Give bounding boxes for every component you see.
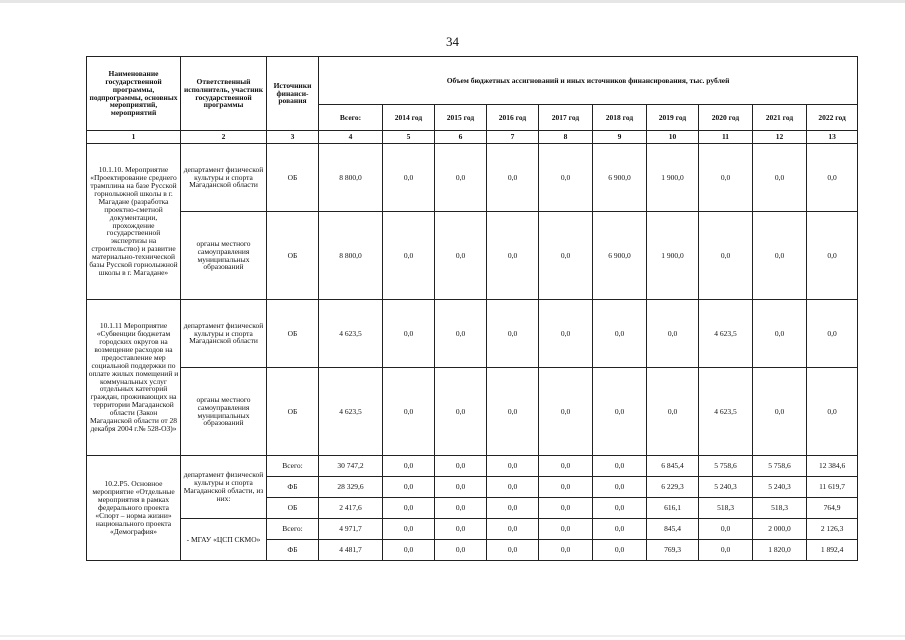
value-cell: 0,0 <box>593 456 647 477</box>
value-cell: 4 623,5 <box>699 300 753 368</box>
value-cell: 0,0 <box>383 212 435 300</box>
value-cell: 30 747,2 <box>319 456 383 477</box>
value-cell: 0,0 <box>593 540 647 561</box>
header-source: Источники финанси-рования <box>267 57 319 131</box>
value-cell: 518,3 <box>699 498 753 519</box>
value-cell: 518,3 <box>753 498 807 519</box>
value-cell: 1 820,0 <box>753 540 807 561</box>
header-year: 2018 год <box>593 105 647 131</box>
source-cell: ОБ <box>267 368 319 456</box>
header-year: 2014 год <box>383 105 435 131</box>
executor-cell: департамент физической культуры и спорта Магаданской области <box>181 144 267 212</box>
value-cell: 0,0 <box>539 498 593 519</box>
column-number: 4 <box>319 131 383 144</box>
table-row <box>87 456 858 477</box>
value-cell: 0,0 <box>753 144 807 212</box>
header-year: 2019 год <box>647 105 699 131</box>
value-cell: 0,0 <box>435 519 487 540</box>
value-cell: 0,0 <box>383 540 435 561</box>
value-cell: 0,0 <box>699 519 753 540</box>
column-number: 8 <box>539 131 593 144</box>
value-cell: 764,9 <box>807 498 858 519</box>
value-cell: 12 384,6 <box>807 456 858 477</box>
value-cell: 0,0 <box>539 519 593 540</box>
value-cell: 0,0 <box>383 498 435 519</box>
column-number: 9 <box>593 131 647 144</box>
value-cell: 0,0 <box>539 368 593 456</box>
source-cell: ОБ <box>267 498 319 519</box>
value-cell: 5 758,6 <box>753 456 807 477</box>
value-cell: 6 229,3 <box>647 477 699 498</box>
value-cell: 0,0 <box>383 456 435 477</box>
value-cell: 0,0 <box>753 368 807 456</box>
column-number: 13 <box>807 131 858 144</box>
value-cell: 0,0 <box>753 212 807 300</box>
value-cell: 0,0 <box>435 300 487 368</box>
value-cell: 0,0 <box>383 144 435 212</box>
value-cell: 4 481,7 <box>319 540 383 561</box>
value-cell: 0,0 <box>487 368 539 456</box>
value-cell: 0,0 <box>593 519 647 540</box>
value-cell: 0,0 <box>435 456 487 477</box>
value-cell: 0,0 <box>539 144 593 212</box>
value-cell: 0,0 <box>699 144 753 212</box>
column-number: 2 <box>181 131 267 144</box>
executor-cell: департамент физической культуры и спорта Магаданской области, из них: <box>181 456 267 519</box>
table-row <box>87 300 858 368</box>
value-cell: 0,0 <box>435 212 487 300</box>
executor-cell: департамент физической культуры и спорта Магаданской области <box>181 300 267 368</box>
value-cell: 1 892,4 <box>807 540 858 561</box>
value-cell: 0,0 <box>487 144 539 212</box>
header-total: Всего: <box>319 105 383 131</box>
table-row <box>87 212 858 300</box>
table-row <box>87 519 858 540</box>
value-cell: 0,0 <box>435 477 487 498</box>
table-row <box>87 144 858 212</box>
value-cell: 0,0 <box>539 456 593 477</box>
source-cell: ФБ <box>267 477 319 498</box>
value-cell: 0,0 <box>699 540 753 561</box>
value-cell: 769,3 <box>647 540 699 561</box>
value-cell: 6 845,4 <box>647 456 699 477</box>
scan-edge <box>0 635 905 637</box>
value-cell: 6 900,0 <box>593 144 647 212</box>
value-cell: 1 900,0 <box>647 144 699 212</box>
value-cell: 0,0 <box>487 498 539 519</box>
value-cell: 0,0 <box>647 300 699 368</box>
value-cell: 0,0 <box>539 300 593 368</box>
value-cell: 0,0 <box>539 477 593 498</box>
header-budget: Объем бюджетных ассигнований и иных источников финансирования, тыс. рублей <box>319 57 858 105</box>
value-cell: 616,1 <box>647 498 699 519</box>
value-cell: 0,0 <box>539 212 593 300</box>
value-cell: 8 800,0 <box>319 212 383 300</box>
value-cell: 2 000,0 <box>753 519 807 540</box>
executor-cell: - МГАУ «ЦСП СКМО» <box>181 519 267 561</box>
header-year: 2017 год <box>539 105 593 131</box>
value-cell: 5 758,6 <box>699 456 753 477</box>
column-number: 1 <box>87 131 181 144</box>
value-cell: 845,4 <box>647 519 699 540</box>
column-number: 7 <box>487 131 539 144</box>
value-cell: 0,0 <box>807 212 858 300</box>
header-year: 2016 год <box>487 105 539 131</box>
header-executor: Ответственный исполнитель, участник государственной программы <box>181 57 267 131</box>
value-cell: 1 900,0 <box>647 212 699 300</box>
activity-name: 10.1.10. Мероприятие «Проектирование среднего трамплина на базе Русской горнолыжной школы в г. Магадане (разработка проектно-сметной документации, прохождение государственной экспертизы на строительство) и развитие материально-технической базы Русской горнолыжной школы в г. Магадане» <box>87 144 181 300</box>
source-cell: Всего: <box>267 519 319 540</box>
value-cell: 28 329,6 <box>319 477 383 498</box>
value-cell: 0,0 <box>699 212 753 300</box>
value-cell: 2 126,3 <box>807 519 858 540</box>
value-cell: 2 417,6 <box>319 498 383 519</box>
value-cell: 11 619,7 <box>807 477 858 498</box>
source-cell: Всего: <box>267 456 319 477</box>
value-cell: 0,0 <box>487 477 539 498</box>
activity-name: 10.2.Р5. Основное мероприятие «Отдельные мероприятия в рамках федерального проекта «Спорт – норма жизни» национального проекта «Демография» <box>87 456 181 561</box>
value-cell: 0,0 <box>487 300 539 368</box>
column-number: 10 <box>647 131 699 144</box>
budget-table <box>86 56 858 561</box>
source-cell: ОБ <box>267 212 319 300</box>
value-cell: 4 971,7 <box>319 519 383 540</box>
header-year: 2021 год <box>753 105 807 131</box>
column-number: 6 <box>435 131 487 144</box>
value-cell: 0,0 <box>383 368 435 456</box>
value-cell: 0,0 <box>487 456 539 477</box>
value-cell: 0,0 <box>753 300 807 368</box>
value-cell: 0,0 <box>539 540 593 561</box>
table-row <box>87 368 858 456</box>
column-number: 5 <box>383 131 435 144</box>
value-cell: 0,0 <box>807 144 858 212</box>
value-cell: 4 623,5 <box>319 368 383 456</box>
value-cell: 0,0 <box>487 212 539 300</box>
source-cell: ОБ <box>267 300 319 368</box>
value-cell: 0,0 <box>593 368 647 456</box>
value-cell: 0,0 <box>807 300 858 368</box>
value-cell: 0,0 <box>435 540 487 561</box>
value-cell: 0,0 <box>593 498 647 519</box>
source-cell: ОБ <box>267 144 319 212</box>
value-cell: 0,0 <box>435 368 487 456</box>
value-cell: 0,0 <box>593 477 647 498</box>
value-cell: 5 240,3 <box>753 477 807 498</box>
value-cell: 0,0 <box>435 498 487 519</box>
value-cell: 0,0 <box>593 300 647 368</box>
source-cell: ФБ <box>267 540 319 561</box>
scan-edge <box>0 0 905 3</box>
header-year: 2022 год <box>807 105 858 131</box>
executor-cell: органы местного самоуправления муниципальных образований <box>181 368 267 456</box>
column-number: 3 <box>267 131 319 144</box>
column-number: 12 <box>753 131 807 144</box>
value-cell: 0,0 <box>647 368 699 456</box>
value-cell: 5 240,3 <box>699 477 753 498</box>
header-year: 2020 год <box>699 105 753 131</box>
activity-name: 10.1.11 Мероприятие «Субвенции бюджетам городских округов на возмещение расходов на предоставление мер социальной поддержки по оплате жилых помещений и коммунальных услуг отдельных категорий граждан, проживающих на территории Магаданской области (Закон Магаданской области от 28 декабря 2004 г.№ 528-ОЗ)» <box>87 300 181 456</box>
column-number: 11 <box>699 131 753 144</box>
value-cell: 6 900,0 <box>593 212 647 300</box>
value-cell: 0,0 <box>487 540 539 561</box>
header-year: 2015 год <box>435 105 487 131</box>
value-cell: 0,0 <box>807 368 858 456</box>
value-cell: 4 623,5 <box>699 368 753 456</box>
value-cell: 4 623,5 <box>319 300 383 368</box>
page-number: 34 <box>446 34 459 49</box>
value-cell: 8 800,0 <box>319 144 383 212</box>
value-cell: 0,0 <box>383 519 435 540</box>
header-name: Наименование государственной программы, подпрограммы, основных мероприятий, мероприятий <box>87 57 181 131</box>
executor-cell: органы местного самоуправления муниципальных образований <box>181 212 267 300</box>
value-cell: 0,0 <box>383 477 435 498</box>
value-cell: 0,0 <box>487 519 539 540</box>
value-cell: 0,0 <box>435 144 487 212</box>
value-cell: 0,0 <box>383 300 435 368</box>
